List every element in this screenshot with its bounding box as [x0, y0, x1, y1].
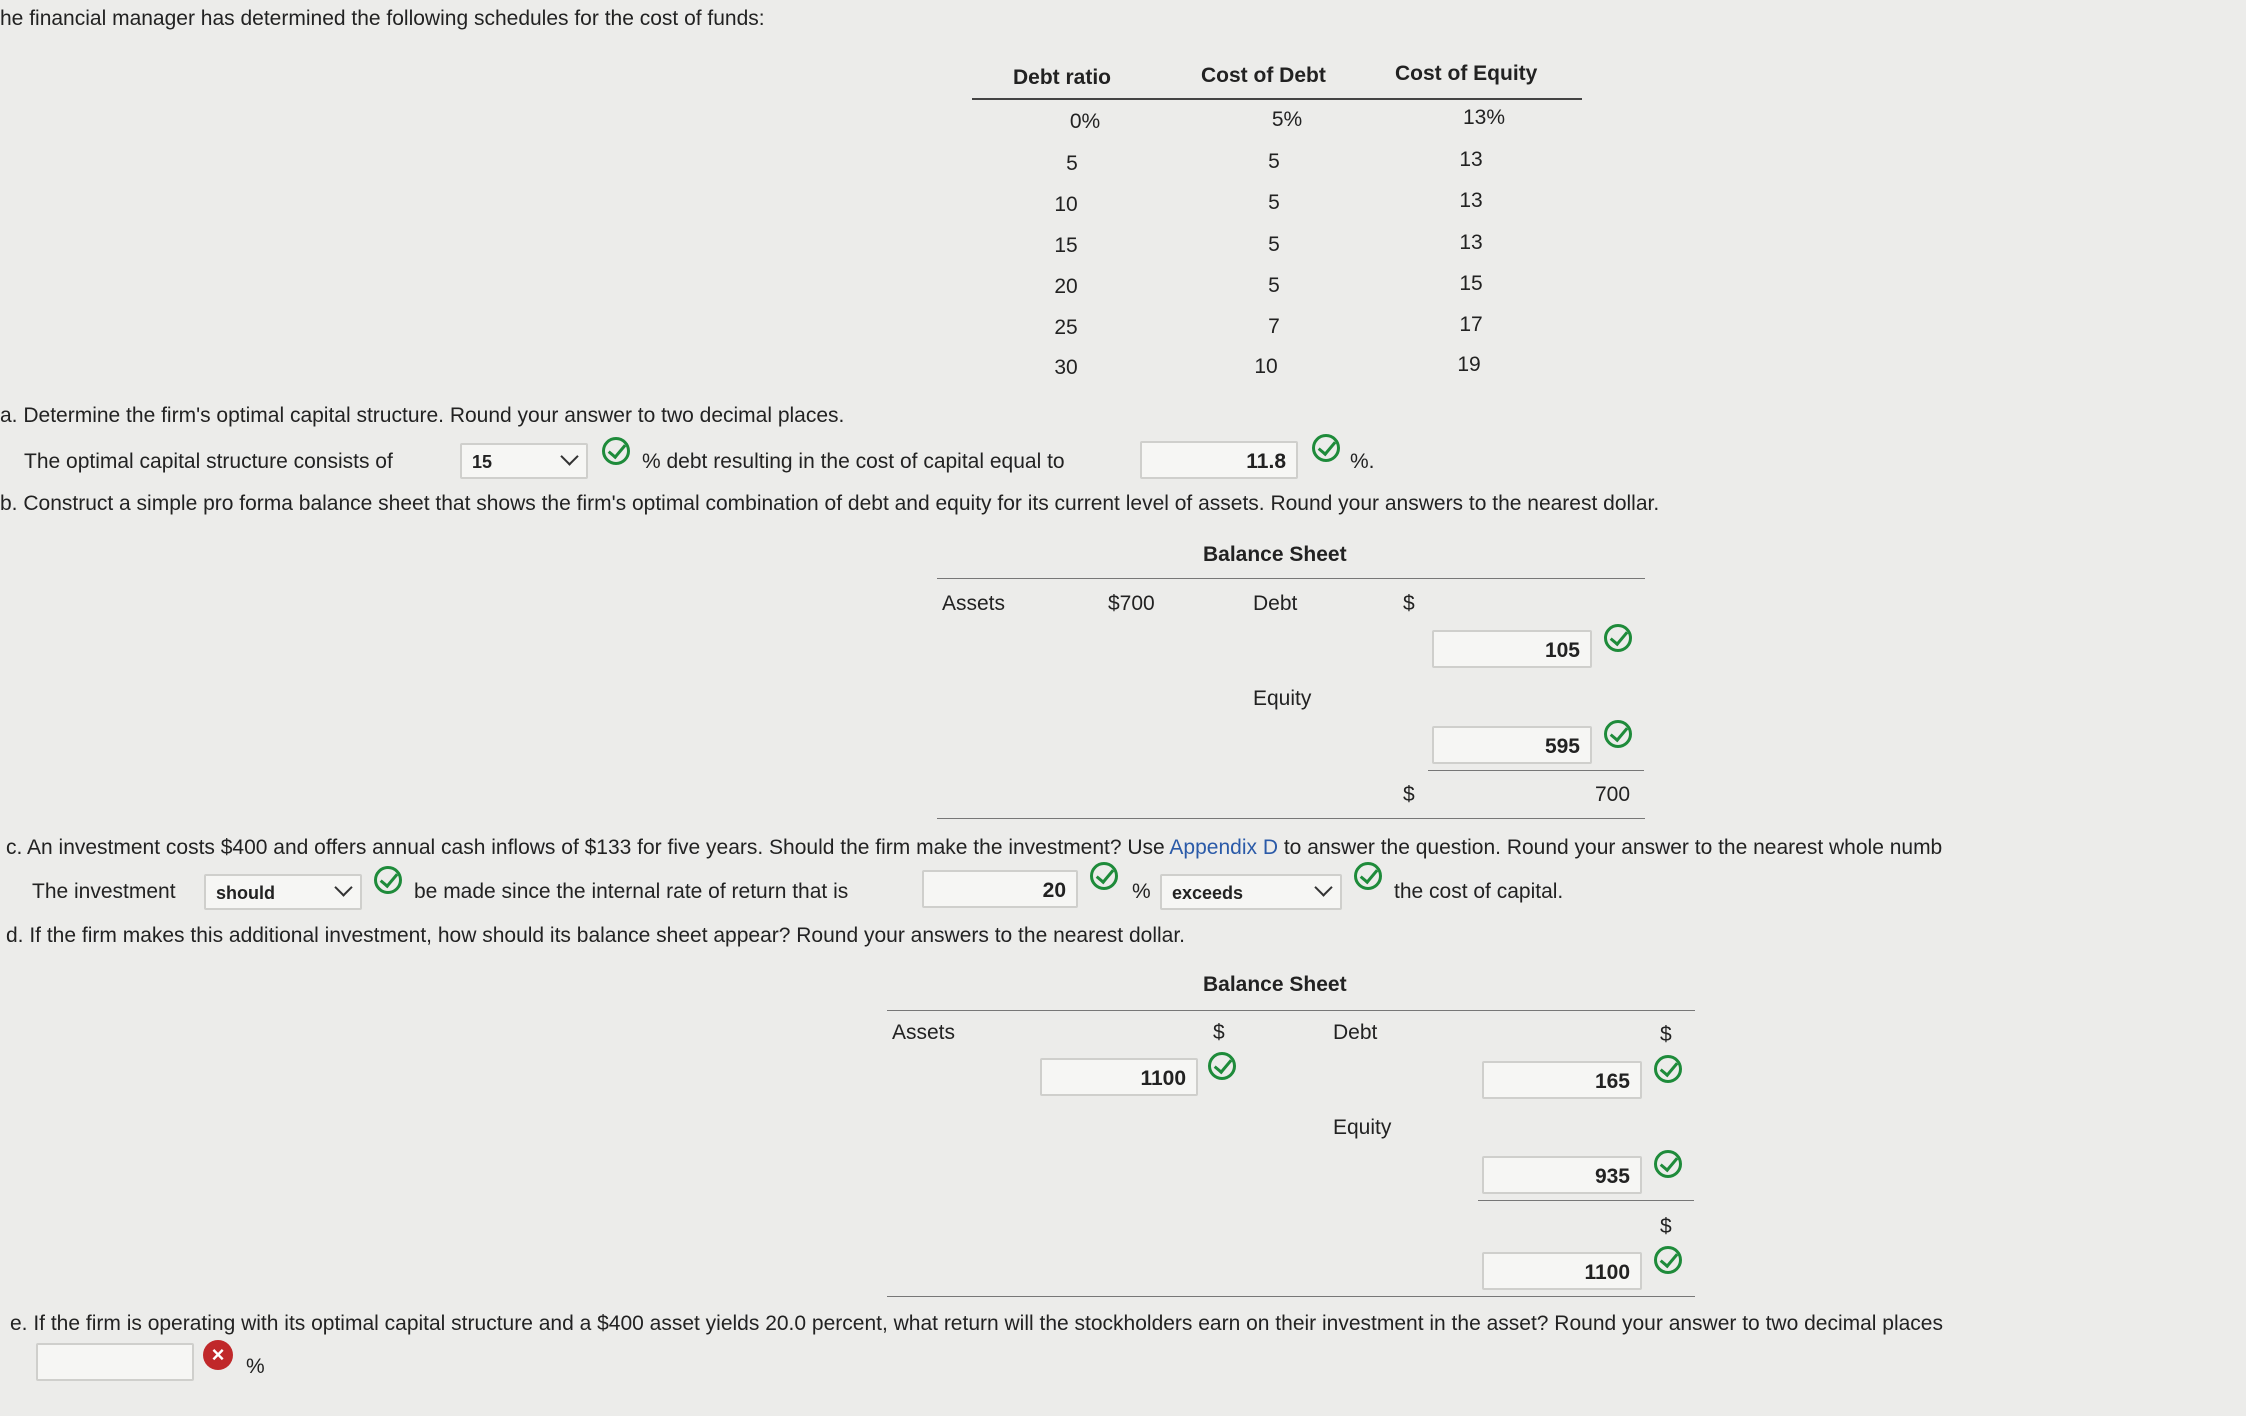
equity-input[interactable]: 935	[1482, 1156, 1642, 1194]
correct-check-icon	[1654, 1055, 1682, 1083]
cell-cost-of-debt: 10	[1254, 355, 1278, 378]
correct-check-icon	[1090, 862, 1118, 890]
cell-cost-of-equity: 13	[1459, 231, 1483, 254]
assets-value: $700	[1108, 592, 1155, 615]
irr-percent-sign: %	[1132, 880, 1151, 903]
balance-sheet-2-bottom-rule	[887, 1296, 1695, 1297]
equity-label: Equity	[1253, 687, 1312, 710]
irr-input[interactable]: 20	[922, 870, 1078, 908]
stockholder-return-input[interactable]	[36, 1343, 194, 1381]
part-c-tail-text: the cost of capital.	[1394, 880, 1564, 903]
return-percent-sign: %	[246, 1355, 265, 1378]
correct-check-icon	[1604, 720, 1632, 748]
debt-label: Debt	[1253, 592, 1298, 615]
part-e-question: e. If the firm is operating with its optimal capital structure and a $400 asset yields 20.0 percent, what return will the stockholders earn on their investment in the asset? Round your answer to two decimal places	[10, 1312, 1943, 1335]
cell-debt-ratio: 20	[1054, 275, 1078, 298]
subtotal-rule	[1478, 1200, 1694, 1201]
cell-cost-of-debt: 5	[1268, 150, 1280, 173]
part-a-question: a. Determine the firm's optimal capital structure. Round your answer to two decimal places.	[0, 404, 845, 427]
chevron-down-icon	[1314, 878, 1332, 896]
cell-cost-of-equity: 13%	[1462, 106, 1506, 129]
cell-cost-of-equity: 15	[1459, 272, 1483, 295]
balance-sheet-2-title: Balance Sheet	[1203, 973, 1347, 996]
cell-cost-of-equity: 13	[1459, 148, 1483, 171]
equity-label: Equity	[1333, 1116, 1392, 1139]
part-a-lead-text: The optimal capital structure consists of	[24, 450, 393, 473]
irr-comparison-select-value: exceeds	[1172, 883, 1244, 903]
appendix-d-link[interactable]: Appendix D	[1169, 836, 1278, 859]
part-c-question-pre: c. An investment costs $400 and offers annual cash inflows of $133 for five years. Should the firm make the investment? Use	[6, 836, 1165, 859]
correct-check-icon	[1354, 862, 1382, 890]
balance-sheet-top-rule	[937, 578, 1645, 579]
cell-cost-of-debt: 5	[1268, 233, 1280, 256]
cell-cost-of-equity: 17	[1459, 313, 1483, 336]
cell-cost-of-equity: 13	[1459, 189, 1483, 212]
part-a-tail-text: %.	[1350, 450, 1375, 473]
col-header-debt-ratio: Debt ratio	[1013, 66, 1112, 89]
correct-check-icon	[1208, 1052, 1236, 1080]
total-input[interactable]: 1100	[1482, 1252, 1642, 1290]
total-value: 700	[1595, 783, 1631, 806]
correct-check-icon	[374, 866, 402, 894]
debt-input[interactable]: 105	[1432, 630, 1592, 668]
subtotal-rule	[1428, 770, 1644, 771]
assets-dollar-sign: $	[1213, 1021, 1225, 1044]
correct-check-icon	[1604, 624, 1632, 652]
equity-input[interactable]: 595	[1432, 726, 1592, 764]
irr-comparison-select[interactable]	[1160, 874, 1342, 910]
balance-sheet-title: Balance Sheet	[1203, 543, 1347, 566]
cell-debt-ratio: 10	[1054, 193, 1078, 216]
debt-label: Debt	[1333, 1021, 1378, 1044]
debt-dollar-sign: $	[1660, 1023, 1672, 1046]
correct-check-icon	[1654, 1246, 1682, 1274]
chevron-down-icon	[334, 878, 352, 896]
balance-sheet-2-top-rule	[887, 1010, 1695, 1011]
col-header-cost-of-equity: Cost of Equity	[1395, 62, 1538, 85]
intro-text: he financial manager has determined the following schedules for the cost of funds:	[0, 7, 765, 30]
debt-percent-select-value: 15	[472, 452, 493, 472]
assets-input[interactable]: 1100	[1040, 1058, 1198, 1096]
cell-debt-ratio: 15	[1054, 234, 1078, 257]
part-c-question-post: to answer the question. Round your answer to the nearest whole numb	[1283, 836, 1943, 859]
cell-debt-ratio: 5	[1066, 152, 1078, 175]
debt-percent-select[interactable]	[460, 443, 588, 479]
correct-check-icon	[1654, 1150, 1682, 1178]
cell-cost-of-debt: 5	[1268, 274, 1280, 297]
investment-should-select[interactable]	[204, 874, 362, 910]
part-b-question: b. Construct a simple pro forma balance sheet that shows the firm's optimal combination of debt and equity for its current level of assets. Round your answers to the nearest dollar.	[0, 492, 1660, 515]
cost-of-capital-input[interactable]: 11.8	[1140, 441, 1298, 479]
total-dollar-sign: $	[1403, 783, 1415, 806]
part-c-lead-text: The investment	[32, 880, 176, 903]
col-header-cost-of-debt: Cost of Debt	[1201, 64, 1326, 87]
cell-debt-ratio: 30	[1054, 356, 1078, 379]
part-c-mid-text: be made since the internal rate of return that is	[414, 880, 849, 903]
debt-input[interactable]: 165	[1482, 1061, 1642, 1099]
balance-sheet-bottom-rule	[937, 818, 1645, 819]
part-d-question: d. If the firm makes this additional investment, how should its balance sheet appear? Round your answers to the nearest dollar.	[6, 924, 1185, 947]
assets-label: Assets	[892, 1021, 956, 1044]
cell-cost-of-debt: 5%	[1271, 108, 1303, 131]
cell-debt-ratio: 0%	[1069, 110, 1101, 133]
cell-cost-of-equity: 19	[1457, 353, 1481, 376]
debt-dollar-sign: $	[1403, 592, 1415, 615]
total-dollar-sign: $	[1660, 1215, 1672, 1238]
incorrect-x-icon: ×	[203, 1340, 233, 1370]
correct-check-icon	[1312, 434, 1340, 462]
chevron-down-icon	[560, 447, 578, 465]
part-a-mid-text: % debt resulting in the cost of capital equal to	[642, 450, 1065, 473]
cell-debt-ratio: 25	[1054, 316, 1078, 339]
correct-check-icon	[602, 437, 630, 465]
cell-cost-of-debt: 5	[1268, 191, 1280, 214]
assets-label: Assets	[942, 592, 1006, 615]
investment-should-select-value: should	[216, 883, 275, 903]
cell-cost-of-debt: 7	[1268, 315, 1280, 338]
part-c-question	[6, 836, 1942, 860]
table-header-rule	[972, 98, 1582, 100]
